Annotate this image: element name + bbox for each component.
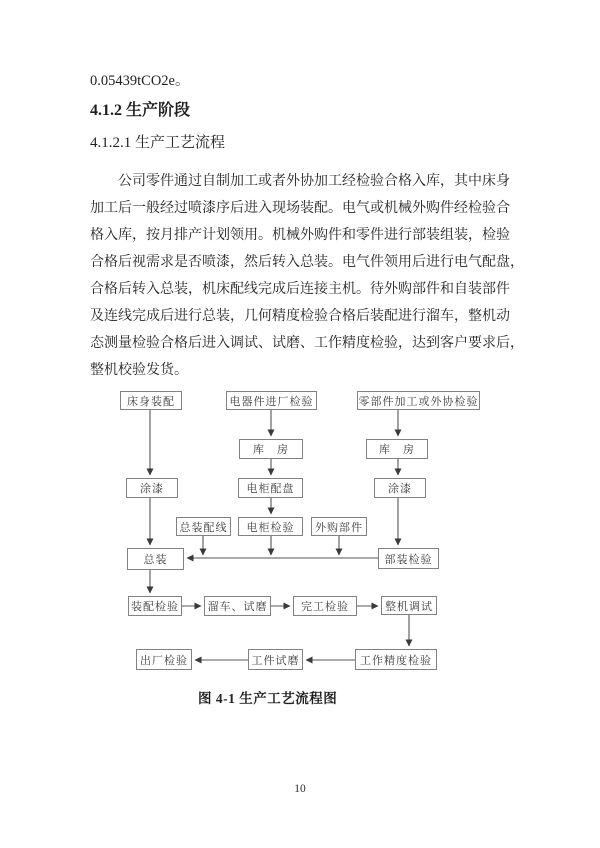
flow-node-completion-inspection: 完工检验 [293,596,357,616]
flow-node-final-assembly-wiring: 总装配线 [176,517,231,536]
paragraph-line: 整机校验发货。 [90,363,188,378]
paragraph-line: 格入库，按月排产计划领用。机械外购件和零件进行部装组装，检验 [90,228,510,243]
flow-node-factory-outgoing-inspection: 出厂检验 [136,649,192,670]
flow-node-whole-machine-commissioning: 整机调试 [381,596,437,615]
paragraph-line: 公司零件通过自制加工或者外协加工经检验合格入库，其中床身 [118,174,510,189]
subsection-heading: 4.1.2.1 生产工艺流程 [90,135,226,151]
flow-node-bed-assembly: 床身装配 [120,391,182,410]
paragraph-line: 及连线完成后进行总装，几何精度检验合格后装配进行溜车，整机动 [90,309,510,324]
flow-node-purchased-parts: 外购部件 [311,517,367,536]
process-description-paragraph [90,168,524,384]
page-number: 10 [294,783,306,795]
flow-node-final-assembly: 总装 [127,548,184,570]
flow-node-assembly-inspection: 装配检验 [128,596,182,616]
flow-node-working-accuracy-inspection: 工作精度检验 [355,649,437,670]
flow-node-electrical-parts-incoming-inspection: 电器件进厂检验 [226,391,317,410]
paragraph-line: 态测量检验合格后进入调试、试磨、工作精度检验，达到客户要求后， [90,336,524,351]
flow-node-run-in-trial-grinding: 溜车、试磨 [204,596,271,616]
flow-node-workpiece-trial-grinding: 工件试磨 [248,649,303,670]
paragraph-line: 合格后视需求是否喷漆，然后转入总装。电气件领用后进行电气配盘， [90,255,524,270]
paragraph-line: 加工后一般经过喷漆序后进入现场装配。电气或机械外购件经检验合 [90,201,510,216]
flow-node-painting-parts: 涂漆 [374,478,426,498]
flow-node-warehouse-parts: 库 房 [366,439,428,459]
figure-caption: 图 4-1 生产工艺流程图 [198,691,338,706]
flow-node-cabinet-panel-assembly: 电柜配盘 [238,478,303,498]
co2-value-line: 0.05439tCO2e。 [90,73,190,89]
flow-node-painting-bed: 涂漆 [126,478,178,498]
section-heading: 4.1.2 生产阶段 [90,102,191,119]
flow-node-parts-machining-or-outsourcing-inspection: 零部件加工或外协检验 [357,391,480,410]
flow-node-subassembly-inspection: 部装检验 [378,548,439,569]
flow-node-warehouse-electrical: 库 房 [239,439,303,459]
flowchart-connector-arrows [90,385,510,680]
flow-node-cabinet-inspection: 电柜检验 [238,517,303,536]
paragraph-line: 合格后转入总装，机床配线完成后连接主机。待外购部件和自装部件 [90,282,510,297]
